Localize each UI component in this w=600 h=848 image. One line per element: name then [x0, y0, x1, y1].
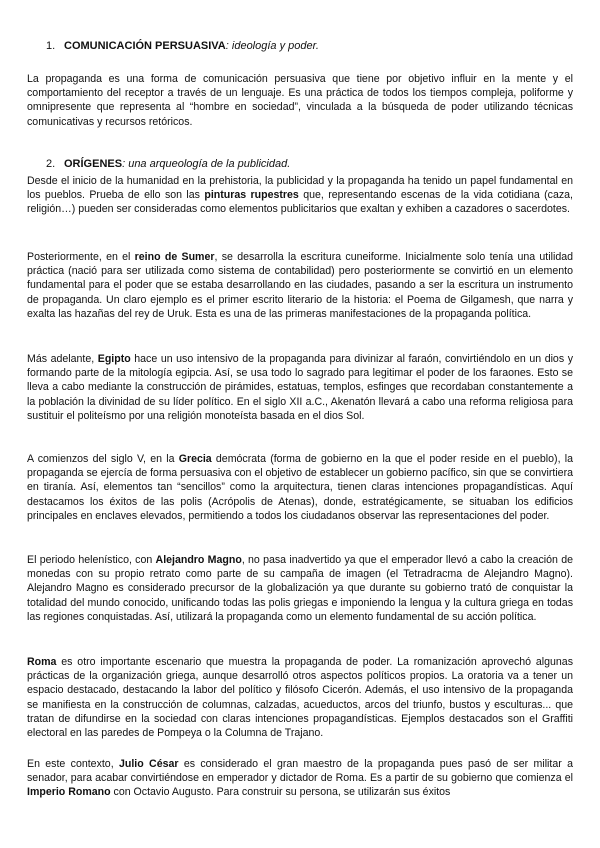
section-title: COMUNICACIÓN PERSUASIVA	[64, 40, 226, 52]
text-run-bold: pinturas rupestres	[204, 189, 299, 202]
section-subtitle: una arqueología de la publicidad.	[125, 158, 291, 170]
text-run: , se desarrolla la escritura cuneiforme. Inicialmente solo tenía una utilidad práctica (nació para ser utilizada como sistema de contabilidad) pero posteriormente se convirtió en un elemento fundamental para el poder que se estaba desarrollando en las ciudades, pasando a ser la escritura un instrumento de propaganda. Un claro ejemplo es el primer escrito literario de la historia: el Poema de Gilgamesh, que narra y exalta las hazañas del rey de Uruk. Esta es una de las primeras manifestaciones de la propaganda política.	[27, 251, 573, 320]
text-run-bold: Egipto	[97, 353, 131, 365]
paragraph	[27, 757, 573, 800]
paragraph	[27, 655, 573, 740]
paragraph	[27, 72, 573, 129]
text-run: Posteriormente, en el	[27, 251, 135, 263]
text-run: con Octavio Augusto. Para construir su persona, se utilizarán sus éxitos	[110, 786, 451, 799]
text-run: Desde el inicio de la humanidad en la prehistoria, la publicidad y la propaganda ha tenido un papel fundamental en los pueblos. Prueba de ello son las	[27, 175, 573, 202]
paragraph	[27, 553, 573, 624]
text-run-bold: Grecia	[178, 453, 212, 465]
section-number: 1.	[46, 40, 56, 52]
paragraph	[27, 174, 573, 217]
text-run-bold: Roma	[27, 656, 57, 668]
text-run-bold: reino de Sumer	[134, 251, 215, 263]
text-run: , no pasa inadvertido ya que el emperador llevó a cabo la creación de monedas con su propio retrato como parte de su campaña de imagen (el Tetradracma de Alejandro Magno). Alejandro Magno es considerado precursor de la globalización ya que durante su gobierno trató de conquistar la totalidad del mundo conocido, unificando todas las polis griegas e imponiendo la lengua y la cultura griega en todas las regiones conquistadas. Así, utilizará la propaganda como un elemento fundamental de su acción política.	[27, 554, 573, 623]
text-run-bold: Julio César	[118, 758, 179, 770]
text-run: La propaganda es una forma de comunicación persuasiva que tiene por objetivo influir en la mente y el comportamiento del receptor a través de un lenguaje. Es una práctica de todos los tiempos compleja, poliforme y omnipresente que representa al “hombre en sociedad”, vinculada a la búsqueda de poder utilizando técnicas comunicativas y recursos retóricos.	[27, 73, 573, 128]
section-subtitle: ideología y poder.	[228, 40, 319, 52]
section-2-heading	[46, 157, 566, 171]
text-run: demócrata (forma de gobierno en la que el poder reside en el pueblo), la propaganda se ejercía de forma persuasiva con el objetivo de establecer un gobierno pacífico, sin que se convirtiera en tiranía. Así, elementos tan “sencillos” como la arquitectura, tienen claras intenciones propagandísticas. Aquí destacamos los éxitos de las polis (Acrópolis de Atenas), donde, estratégicamente, se situaban los edificios principales en enclaves elevados, permitiendo a todos los ciudadanos observar las representaciones del poder.	[27, 453, 573, 522]
section-title-separator: :	[225, 40, 229, 52]
paragraph	[27, 352, 573, 423]
text-run: hace un uso intensivo de la propaganda para divinizar al faraón, convirtiéndolo en un dios y formando parte de la mitología egipcia. Así, se usa todo lo sagrado para legitimar el poder de los faraones. Esto se lleva a cabo mediante la construcción de pirámides, estatuas, templos, esfinges que recordaban constantemente a la población la divinidad de su líder político. En el siglo XII a.C., Akenatón llevará a cabo una reforma religiosa para sustituir el politeísmo por una religión monoteísta basada en el dios Sol.	[27, 353, 573, 422]
text-run: es otro importante escenario que muestra la propaganda de poder. La romanización aprovechó algunas prácticas de la organización griega, aunque desarrolló otros aspectos políticos propios. La oratoria va a tener un espacio destacado, destacando la labor del político y filósofo Cicerón. Además, el uso intensivo de la propaganda se manifiesta en la construcción de columnas, calzadas, acueductos, arcos del triunfo, bustos y esculturas... que tratan de difundirse en la sociedad con claras intenciones propagandísticas. Ejemplos destacados son el Graffiti electoral en las paredes de Pompeya o la Columna de Trajano.	[27, 656, 573, 740]
paragraph	[27, 250, 573, 321]
section-1-heading	[46, 39, 566, 53]
text-run: Más adelante,	[27, 353, 98, 365]
text-run: El periodo helenístico, con	[27, 554, 156, 566]
text-run: que, representando escenas de la vida cotidiana (caza, religión…) pueden ser consideradas como elementos publicitarios que exaltan y exhiben a cazadores o sacerdotes.	[27, 189, 573, 216]
paragraph	[27, 452, 573, 523]
section-title: ORÍGENES	[64, 158, 123, 170]
section-number: 2.	[46, 158, 56, 170]
text-run-bold: Imperio Romano	[27, 786, 111, 799]
text-run: es considerado el gran maestro de la propaganda pues pasó de ser militar a senador, para acabar convirtiéndose en emperador y dictador de Roma. Es a partir de su gobierno que comienza el	[27, 758, 573, 785]
text-run-bold: Alejandro Magno	[155, 554, 242, 566]
text-run: En este contexto,	[27, 758, 119, 770]
text-run: A comienzos del siglo V, en la	[27, 453, 179, 465]
section-title-separator: :	[122, 158, 126, 170]
